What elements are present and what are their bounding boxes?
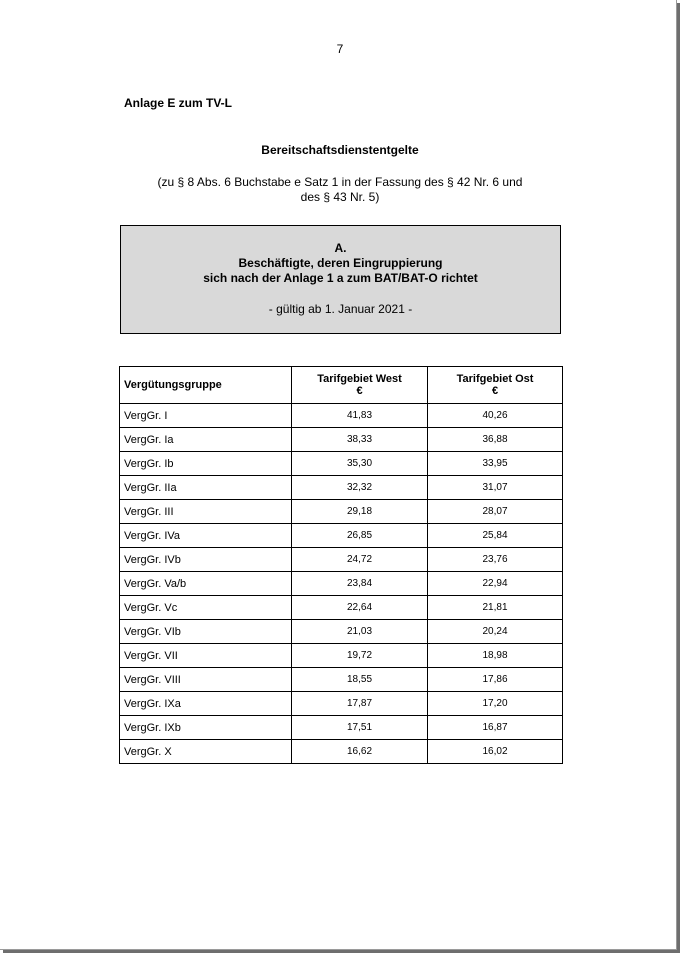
cell-group: VergGr. III — [120, 500, 292, 524]
table-row — [120, 740, 563, 764]
document-title: Bereitschaftsdienstentgelte — [261, 143, 419, 157]
cell-east: 28,07 — [428, 500, 563, 524]
cell-west: 41,83 — [292, 404, 428, 428]
cell-east: 22,94 — [428, 572, 563, 596]
cell-group: VergGr. VII — [120, 644, 292, 668]
cell-east: 16,02 — [428, 740, 563, 764]
table-row — [120, 500, 563, 524]
cell-group: VergGr. I — [120, 404, 292, 428]
cell-west: 17,87 — [292, 692, 428, 716]
table-body — [120, 404, 563, 764]
section-validity: - gültig ab 1. Januar 2021 - — [268, 302, 413, 316]
cell-east: 36,88 — [428, 428, 563, 452]
table-row — [120, 620, 563, 644]
cell-group: VergGr. Vc — [120, 596, 292, 620]
cell-west: 35,30 — [292, 452, 428, 476]
table-row — [120, 716, 563, 740]
cell-west: 24,72 — [292, 548, 428, 572]
cell-east: 18,98 — [428, 644, 563, 668]
cell-east: 40,26 — [428, 404, 563, 428]
table-row — [120, 428, 563, 452]
table-row — [120, 476, 563, 500]
cell-west: 17,51 — [292, 716, 428, 740]
header-group: Vergütungsgruppe — [120, 367, 292, 404]
cell-west: 16,62 — [292, 740, 428, 764]
cell-west: 23,84 — [292, 572, 428, 596]
header-west-unit: € — [356, 385, 363, 397]
table-row — [120, 644, 563, 668]
cell-east: 23,76 — [428, 548, 563, 572]
header-west-label: Tarifgebiet West — [317, 373, 402, 385]
table-row — [120, 692, 563, 716]
cell-west: 21,03 — [292, 620, 428, 644]
cell-east: 17,20 — [428, 692, 563, 716]
cell-group: VergGr. IIa — [120, 476, 292, 500]
pay-table — [119, 366, 563, 764]
table-row — [120, 548, 563, 572]
cell-group: VergGr. IXb — [120, 716, 292, 740]
table-row — [120, 452, 563, 476]
section-letter: A. — [334, 241, 347, 255]
reference-line-2: des § 43 Nr. 5) — [300, 190, 380, 204]
cell-group: VergGr. IVb — [120, 548, 292, 572]
cell-east: 25,84 — [428, 524, 563, 548]
header-west — [292, 367, 428, 404]
cell-west: 18,55 — [292, 668, 428, 692]
table-row — [120, 572, 563, 596]
cell-group: VergGr. X — [120, 740, 292, 764]
cell-west: 19,72 — [292, 644, 428, 668]
section-line-2: sich nach der Anlage 1 a zum BAT/BAT-O richtet — [203, 271, 478, 285]
header-east-label: Tarifgebiet Ost — [456, 373, 534, 385]
table-header-row — [120, 367, 563, 404]
table-row — [120, 596, 563, 620]
cell-west: 38,33 — [292, 428, 428, 452]
header-east — [428, 367, 563, 404]
cell-east: 33,95 — [428, 452, 563, 476]
cell-west: 32,32 — [292, 476, 428, 500]
cell-east: 20,24 — [428, 620, 563, 644]
cell-west: 26,85 — [292, 524, 428, 548]
cell-group: VergGr. IXa — [120, 692, 292, 716]
cell-east: 17,86 — [428, 668, 563, 692]
reference-line-1: (zu § 8 Abs. 6 Buchstabe e Satz 1 in der Fassung des § 42 Nr. 6 und — [157, 175, 523, 189]
cell-group: VergGr. VIII — [120, 668, 292, 692]
cell-east: 21,81 — [428, 596, 563, 620]
header-east-unit: € — [491, 385, 499, 397]
cell-group: VergGr. VIb — [120, 620, 292, 644]
cell-west: 22,64 — [292, 596, 428, 620]
cell-group: VergGr. IVa — [120, 524, 292, 548]
section-header-box — [120, 225, 561, 334]
table-row — [120, 524, 563, 548]
cell-east: 16,87 — [428, 716, 563, 740]
cell-group: VergGr. Ia — [120, 428, 292, 452]
annex-title: Anlage E zum TV-L — [124, 96, 233, 110]
table-row — [120, 668, 563, 692]
cell-group: VergGr. Va/b — [120, 572, 292, 596]
cell-group: VergGr. Ib — [120, 452, 292, 476]
reference-note — [120, 175, 560, 205]
page-number: 7 — [336, 42, 344, 56]
cell-east: 31,07 — [428, 476, 563, 500]
cell-west: 29,18 — [292, 500, 428, 524]
section-line-1: Beschäftigte, deren Eingruppierung — [238, 256, 443, 270]
table-row — [120, 404, 563, 428]
